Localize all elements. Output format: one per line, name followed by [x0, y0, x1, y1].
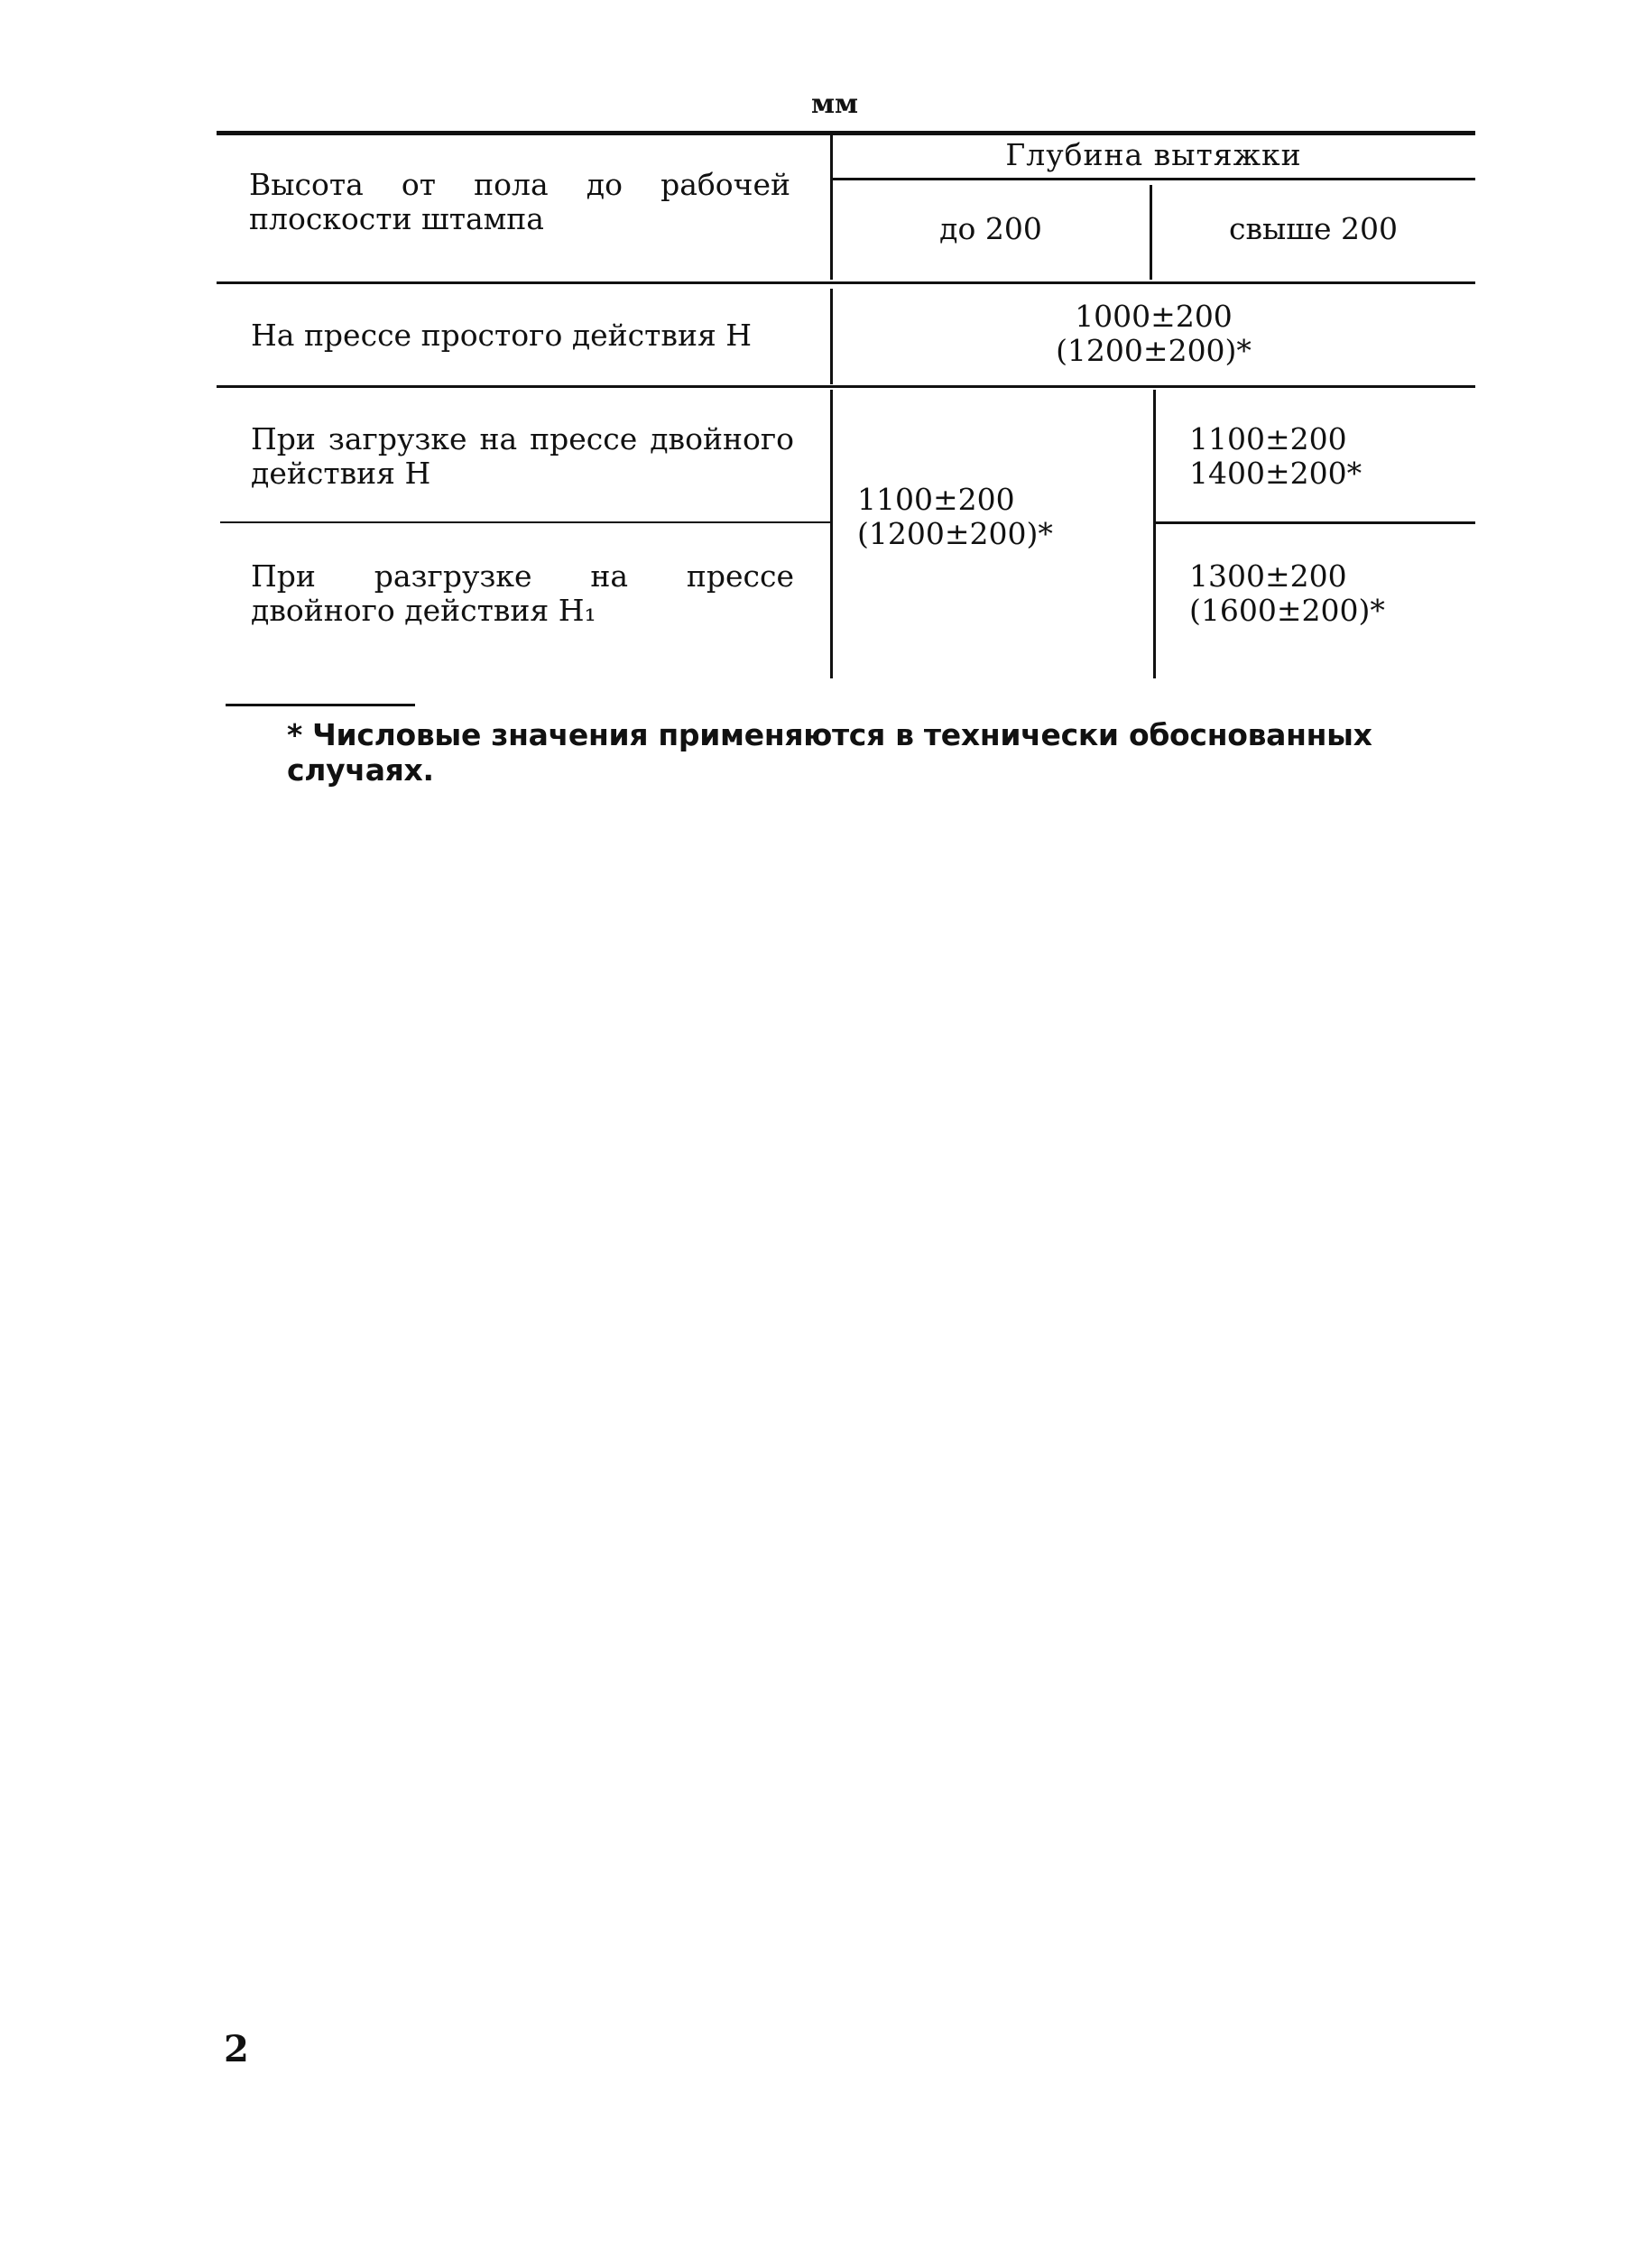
row3-col-b — [1189, 559, 1460, 628]
rows23-divider-left — [830, 390, 833, 678]
footnote-rule — [226, 704, 415, 706]
row1-value-line2: (1200±200)* — [1056, 333, 1252, 368]
row2-bottom-rule-right — [1155, 521, 1475, 524]
row2-col-b-line2: 1400±200* — [1189, 456, 1362, 491]
row1-bottom-rule — [217, 385, 1475, 388]
group-label-rule — [832, 178, 1475, 180]
rows23-col-a-line1: 1100±200 — [857, 482, 1015, 517]
row2-label: При загрузке на прессе двойного действия H — [251, 421, 794, 491]
page-number: 2 — [224, 2028, 249, 2070]
table-top-rule — [217, 131, 1475, 135]
row3-label: При разгрузке на прессе двойного действия H₁ — [251, 558, 794, 628]
rows23-col-a-line2: (1200±200)* — [857, 516, 1053, 551]
header-group-label: Глубина вытяжки — [1005, 137, 1302, 172]
header-col-a: до 200 — [939, 211, 1042, 246]
row3-col-b-line2: (1600±200)* — [1189, 593, 1385, 628]
row2-bottom-rule-left — [220, 521, 830, 523]
row1-label-text: На прессе простого действия H — [251, 318, 753, 353]
header-row-label: Высота от пола до рабочей плоскости штампа — [249, 167, 790, 236]
header-col-b: свыше 200 — [1228, 211, 1398, 246]
row2-col-b-line1: 1100±200 — [1189, 421, 1347, 456]
rows23-divider-right — [1153, 390, 1156, 678]
row1-value — [832, 300, 1475, 368]
unit-label: мм — [810, 88, 859, 120]
rows23-col-a — [857, 483, 1146, 551]
row3-col-b-line1: 1300±200 — [1189, 558, 1347, 594]
row1-value-line1: 1000±200 — [1075, 299, 1233, 334]
row2-col-b — [1189, 422, 1460, 491]
header-bottom-rule — [217, 281, 1475, 284]
row1-label — [251, 318, 810, 353]
footnote: * Числовые значения применяются в технически обоснованных случаях. — [287, 717, 1372, 788]
